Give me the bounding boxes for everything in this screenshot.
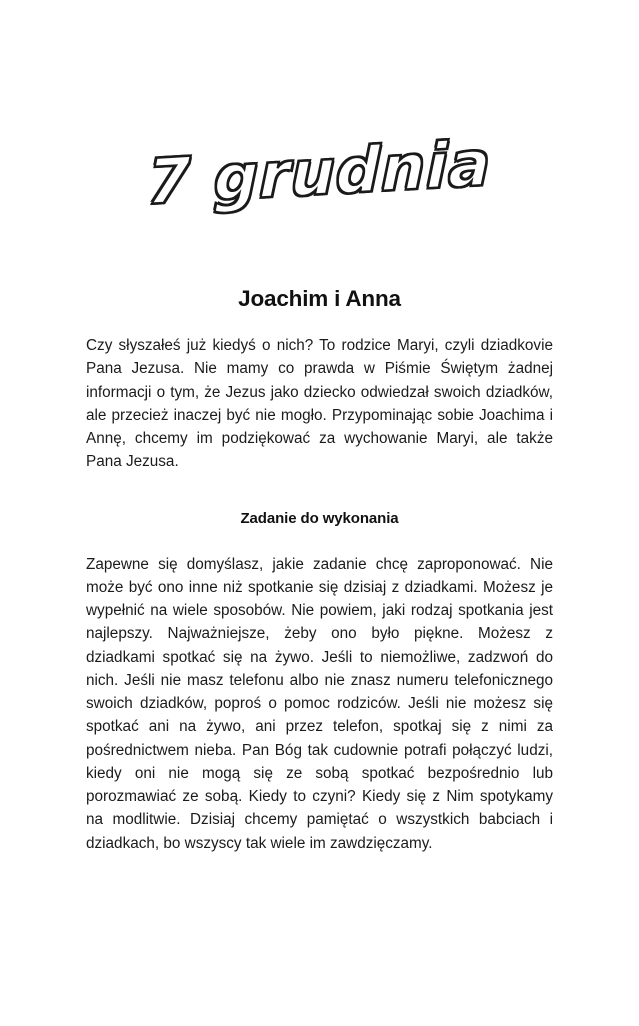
document-page [0, 118, 639, 1026]
body-paragraph-2: Zapewne się domyślasz, jakie zadanie chcę zaproponować. Nie może być ono inne niż spotkanie się dzisiaj z dziadkami. Możesz je wypełnić na wiele sposobów. Nie powiem, jaki rodzaj spotkania jest najlepszy. Najważniejsze, żeby ono było piękne. Możesz z dziadkami spotkać się na żywo. Jeśli to niemożliwe, zadzwoń do nich. Jeśli nie masz telefonu albo nie znasz numeru telefonicznego swoich dziadków, poproś o pomoc rodziców. Jeśli nie możesz się spotkać ani na żywo, ani przez telefon, spotkaj się z nimi za pośrednictwem nieba. Pan Bóg tak cudownie potrafi połączyć ludzi, kiedy oni nie mogą się ze sobą spotkać bezpośrednio lub porozmawiać ze sobą. Kiedy to czyni? Kiedy się z Nim spotykamy na modlitwie. Dzisiaj chcemy pamiętać o wszystkich babciach i dziadkach, bo wszyscy tak wiele im zawdzięczamy. [86, 555, 553, 852]
body-paragraph-1: Czy słyszałeś już kiedyś o nich? To rodzice Maryi, czyli dziadkovie Pana Jezusa. Nie mamy co prawda w Piśmie Świętym żadnej informacji o tym, że Jezus jako dziecko odwiedzał swoich dziadków, ale przecież inaczej być nie mogło. Przypominając sobie Joachima i Annę, chcemy im podziękować za wychowanie Maryi, ale także Pana Jezusa. [86, 337, 553, 471]
section-subtitle: Zadanie do wykonania [240, 509, 399, 527]
date-title-container [86, 118, 553, 228]
date-title: 7 grudnia [147, 126, 492, 219]
page-title: Joachim i Anna [238, 286, 401, 311]
